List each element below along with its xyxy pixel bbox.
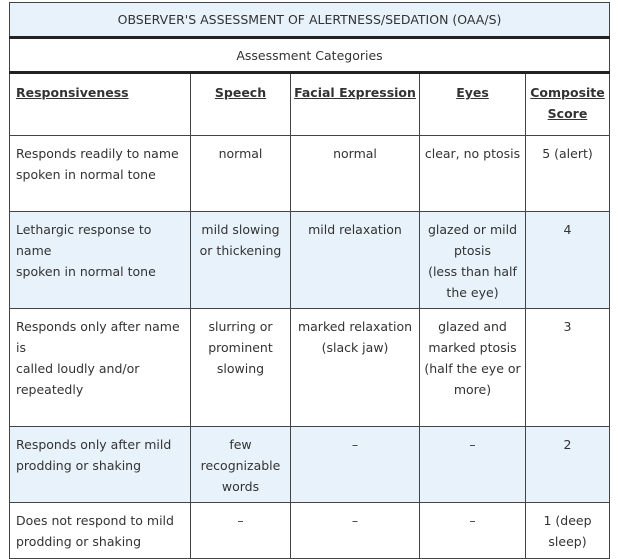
cell-composite-score <box>526 427 610 503</box>
cell-text-line: glazed and <box>438 319 507 334</box>
cell-eyes <box>420 427 526 503</box>
cell-text-line: (half the eye or <box>424 361 521 376</box>
cell-composite-score <box>526 212 610 309</box>
cell-text-line: words <box>221 479 260 494</box>
cell-text-line: Responds only after mild <box>16 437 172 452</box>
cell-text-line: – <box>469 513 476 528</box>
cell-text-line: prodding or shaking <box>16 534 142 549</box>
cell-text-line: – <box>237 513 244 528</box>
cell-facial-expression <box>291 503 420 559</box>
cell-text-line: spoken in normal tone <box>16 167 156 182</box>
column-header-row <box>10 73 610 136</box>
cell-text-line: 2 <box>563 437 572 452</box>
cell-facial-expression <box>291 136 420 212</box>
column-header-eyes: Eyes <box>420 73 526 136</box>
cell-text-line: marked ptosis <box>428 340 517 355</box>
table-title: OBSERVER'S ASSESSMENT OF ALERTNESS/SEDATION (OAA/S) <box>10 3 610 38</box>
cell-text-line: Lethargic response to name <box>16 222 152 258</box>
cell-text-line: – <box>351 437 359 452</box>
column-header-facial-expression: Facial Expression <box>291 73 420 136</box>
cell-text-line: glazed or mild <box>427 222 518 237</box>
cell-responsiveness <box>10 212 191 309</box>
cell-responsiveness <box>10 427 191 503</box>
oaas-table <box>9 2 610 559</box>
cell-text-line: or thickening <box>199 243 282 258</box>
cell-text-line: – <box>351 513 359 528</box>
cell-responsiveness <box>10 503 191 559</box>
column-header-word: Score <box>547 106 588 121</box>
cell-responsiveness <box>10 309 191 427</box>
cell-composite-score <box>526 503 610 559</box>
cell-text-line: Does not respond to mild <box>16 513 174 528</box>
column-header-composite-score-text <box>526 82 609 124</box>
cell-text-line: 4 <box>563 222 572 237</box>
title-row <box>10 3 610 38</box>
cell-text-line: marked relaxation <box>297 319 413 334</box>
cell-eyes <box>420 212 526 309</box>
cell-text-line: spoken in normal tone <box>16 264 156 279</box>
cell-speech <box>191 309 291 427</box>
cell-text-line: – <box>469 437 476 452</box>
cell-text-line: repeatedly <box>16 382 84 397</box>
category-row <box>10 38 610 73</box>
cell-facial-expression <box>291 212 420 309</box>
cell-text-line: normal <box>333 146 377 161</box>
table-row <box>10 136 610 212</box>
table-row <box>10 503 610 559</box>
table-row <box>10 212 610 309</box>
cell-facial-expression <box>291 309 420 427</box>
cell-text-line: mild slowing <box>201 222 280 237</box>
column-header-speech: Speech <box>191 73 291 136</box>
cell-text-line: more) <box>453 382 492 397</box>
cell-text-line: few <box>229 437 252 452</box>
cell-responsiveness <box>10 136 191 212</box>
cell-text-line: slurring or <box>208 319 273 334</box>
column-header-word: Composite <box>530 85 605 100</box>
cell-text-line: prodding or shaking <box>16 458 142 473</box>
cell-text-line: the eye) <box>446 285 499 300</box>
table-row <box>10 427 610 503</box>
cell-speech <box>191 136 291 212</box>
cell-composite-score <box>526 309 610 427</box>
cell-text-line: is <box>16 340 26 355</box>
cell-text-line: Responds only after name <box>16 319 180 334</box>
cell-text-line: called loudly and/or <box>16 361 140 376</box>
cell-text-line: 3 <box>563 319 572 334</box>
category-header: Assessment Categories <box>10 38 610 73</box>
cell-facial-expression <box>291 427 420 503</box>
cell-text-line: ptosis <box>454 243 491 258</box>
oaas-table-container <box>9 2 609 559</box>
table-row <box>10 309 610 427</box>
cell-text-line: 1 (deep <box>543 513 592 528</box>
cell-text-line: Responds readily to name <box>16 146 179 161</box>
cell-eyes <box>420 136 526 212</box>
cell-text-line: slowing <box>216 361 265 376</box>
cell-eyes <box>420 309 526 427</box>
cell-text-line: normal <box>218 146 263 161</box>
cell-speech <box>191 212 291 309</box>
cell-text-line: prominent <box>208 340 273 355</box>
cell-text-line: sleep) <box>548 534 587 549</box>
cell-speech <box>191 503 291 559</box>
cell-text-line: 5 (alert) <box>542 146 593 161</box>
cell-composite-score <box>526 136 610 212</box>
cell-speech <box>191 427 291 503</box>
cell-eyes <box>420 503 526 559</box>
cell-text-line: mild relaxation <box>308 222 402 237</box>
column-header-composite-score <box>526 73 610 136</box>
cell-text-line: clear, no ptosis <box>424 146 521 161</box>
table-body <box>10 136 610 559</box>
cell-text-line: (less than half <box>428 264 517 279</box>
column-header-responsiveness: Responsiveness <box>10 73 191 136</box>
cell-text-line: (slack jaw) <box>321 340 389 355</box>
cell-text-line: recognizable <box>200 458 281 473</box>
